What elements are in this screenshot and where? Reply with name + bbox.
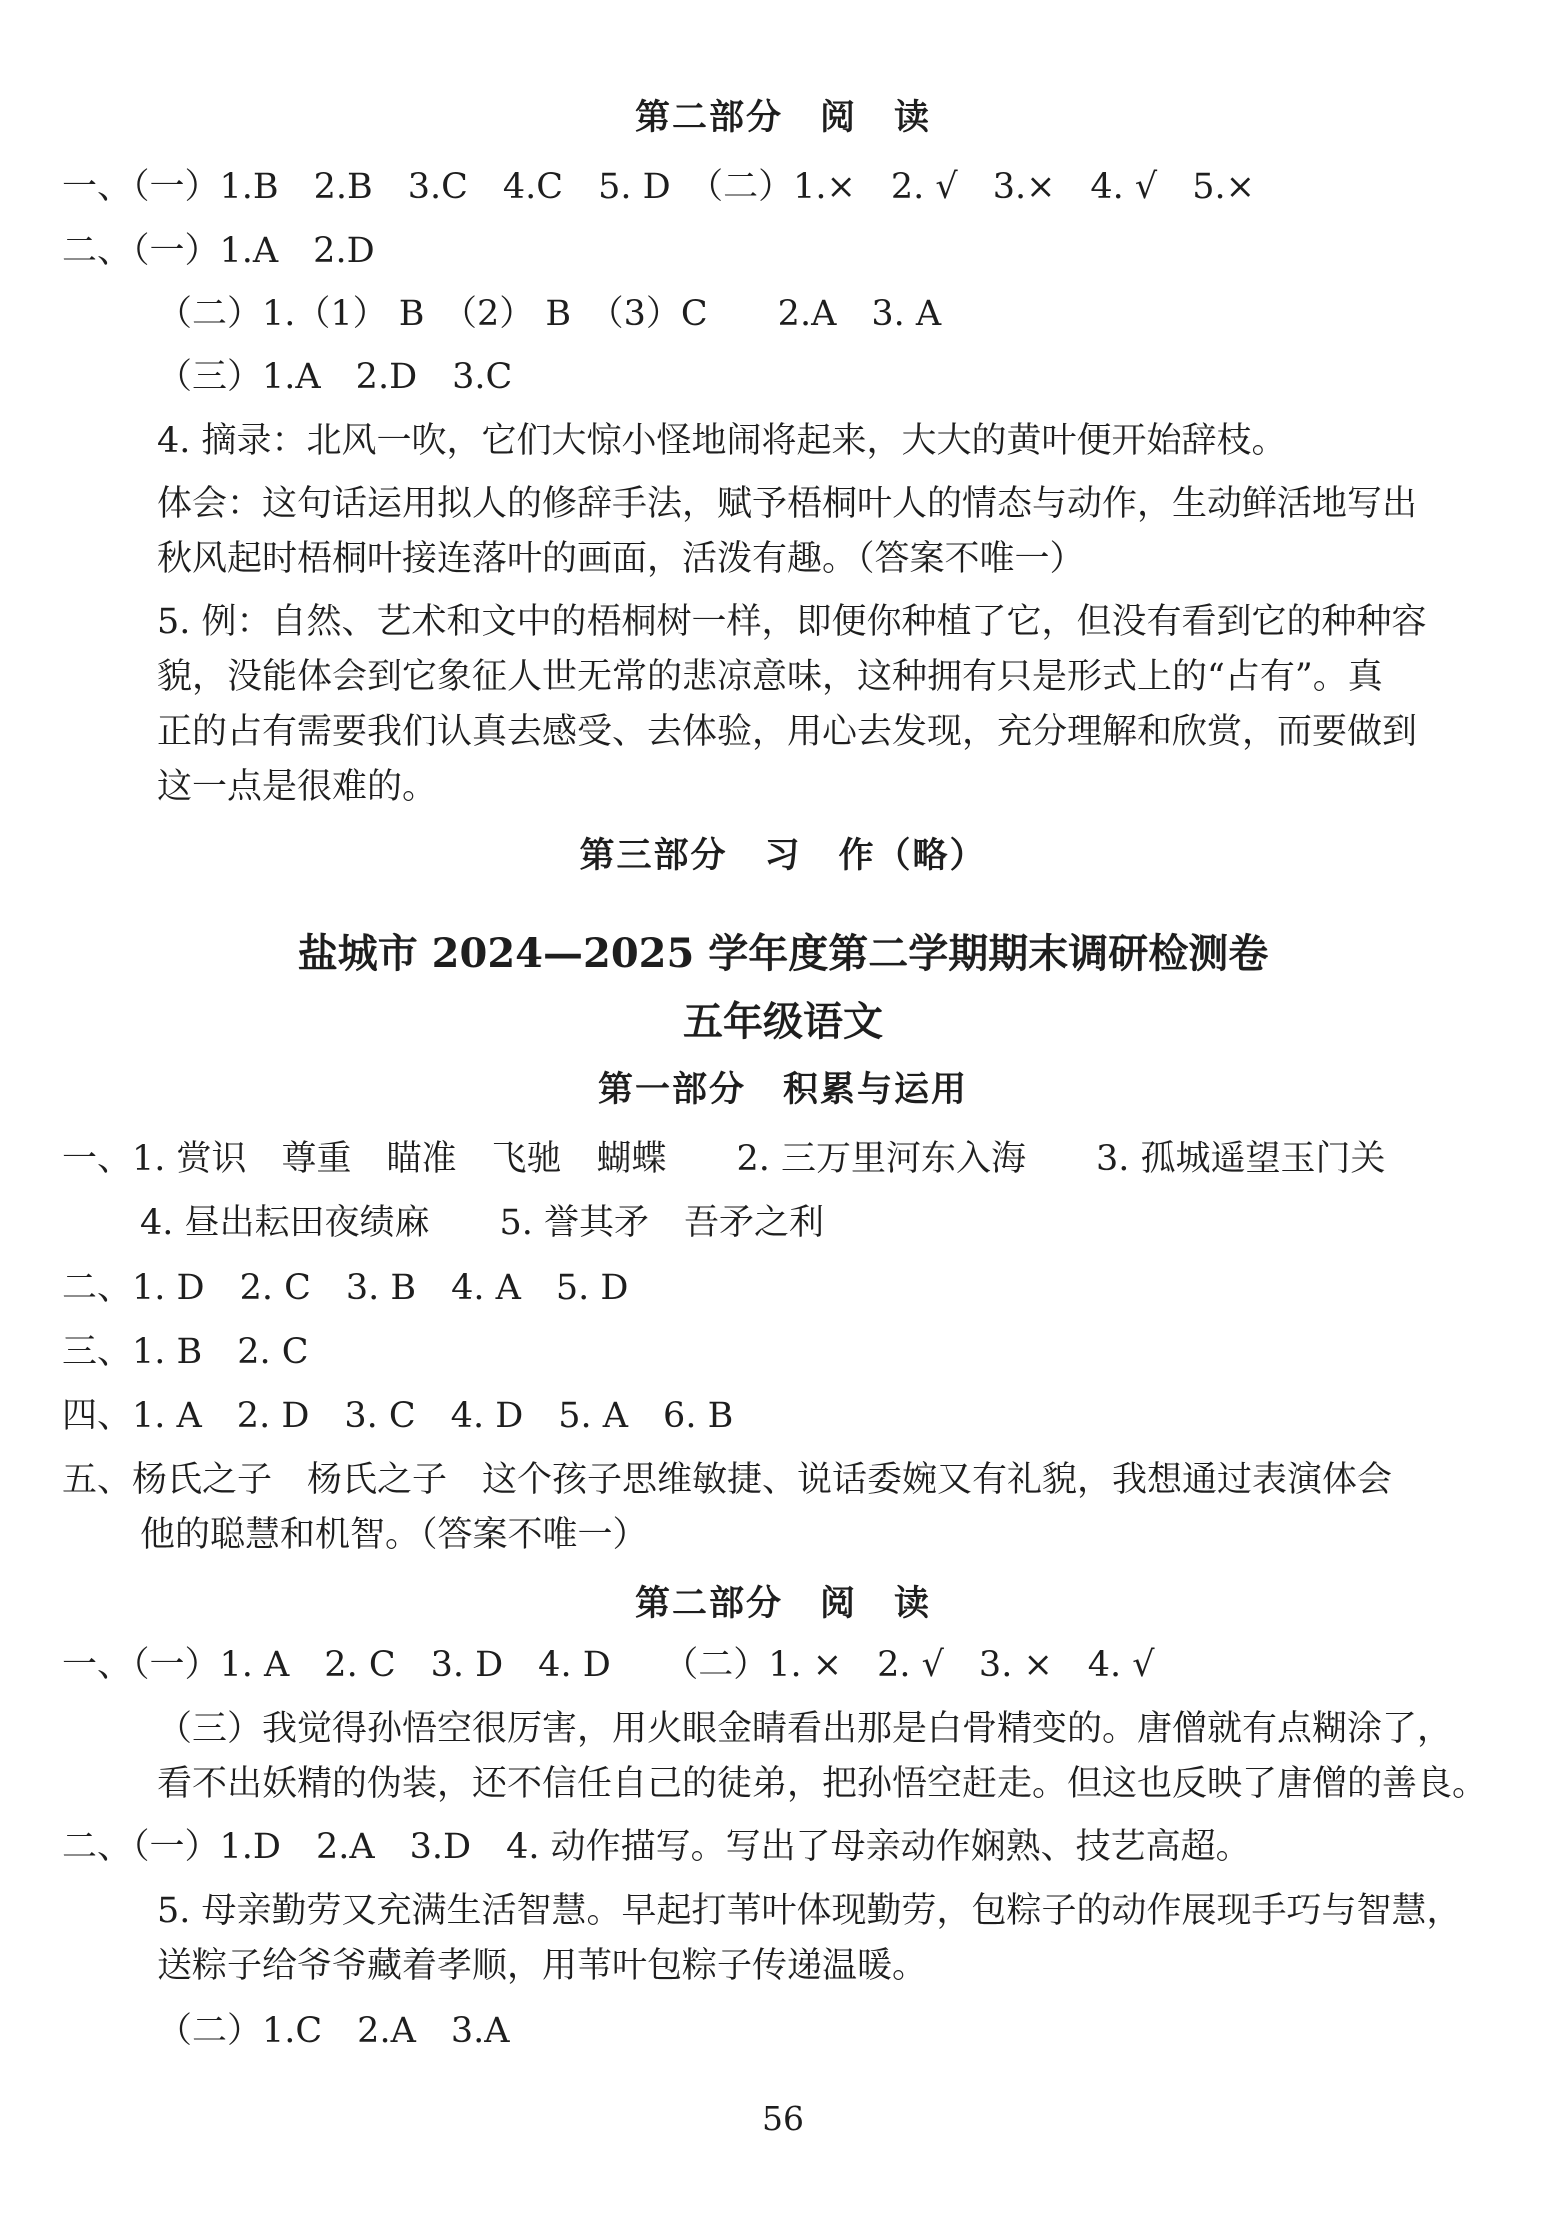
answer-line: 二、1. D 2. C 3. B 4. A 5. D bbox=[62, 1268, 629, 1308]
answer-line: 看不出妖精的伪装，还不信任自己的徒弟，把孙悟空赶走。但这也反映了唐僧的善良。 bbox=[157, 1764, 1488, 1804]
section-heading-reading-2: 第二部分 阅 读 bbox=[634, 1583, 931, 1624]
answer-line: 送粽子给爷爷藏着孝顺，用苇叶包粽子传递温暖。 bbox=[157, 1946, 928, 1986]
answer-line: 4. 昼出耘田夜绩麻 5. 誉其矛 吾矛之利 bbox=[140, 1203, 825, 1243]
answer-line: （三）我觉得孙悟空很厉害，用火眼金睛看出那是白骨精变的。唐僧就有点糊涂了， bbox=[157, 1709, 1453, 1749]
answer-line: （二）1.C 2.A 3.A bbox=[157, 2011, 510, 2051]
answer-line: 三、1. B 2. C bbox=[62, 1332, 309, 1372]
answer-line: 四、1. A 2. D 3. C 4. D 5. A 6. B bbox=[62, 1396, 734, 1436]
answer-line: 二、（一）1.D 2.A 3.D 4. 动作描写。写出了母亲动作娴熟、技艺高超。 bbox=[62, 1827, 1251, 1867]
exam-title: 盐城市 2024—2025 学年度第二学期期末调研检测卷 bbox=[297, 930, 1269, 977]
answer-line: 一、（一）1. A 2. C 3. D 4. D （二）1. × 2. √ 3. × 4. √ bbox=[62, 1645, 1155, 1685]
section-heading-reading-1: 第二部分 阅 读 bbox=[634, 97, 931, 138]
answer-line: 5. 母亲勤劳又充满生活智慧。早起打苇叶体现勤劳，包粽子的动作展现手巧与智慧， bbox=[157, 1891, 1462, 1931]
answer-line: （三）1.A 2.D 3.C bbox=[157, 357, 513, 397]
answer-line: 正的占有需要我们认真去感受、去体验，用心去发现，充分理解和欣赏，而要做到 bbox=[157, 712, 1418, 752]
answer-line: （二）1.（1） B （2） B （3）C 2.A 3. A bbox=[157, 294, 942, 334]
answer-line: 一、1. 赏识 尊重 瞄准 飞驰 蝴蝶 2. 三万里河东入海 3. 孤城遥望玉门关 bbox=[62, 1139, 1386, 1179]
answer-line: 5. 例：自然、艺术和文中的梧桐树一样，即便你种植了它，但没有看到它的种种容 bbox=[157, 602, 1427, 642]
answer-line: 体会：这句话运用拟人的修辞手法，赋予梧桐叶人的情态与动作，生动鲜活地写出 bbox=[157, 484, 1418, 524]
answer-line: 这一点是很难的。 bbox=[157, 767, 438, 807]
answer-line: 二、（一）1.A 2.D bbox=[62, 231, 375, 271]
answer-line: 他的聪慧和机智。（答案不唯一） bbox=[140, 1515, 648, 1555]
exam-subtitle: 五年级语文 bbox=[683, 998, 883, 1045]
answer-line: 4. 摘录：北风一吹，它们大惊小怪地闹将起来，大大的黄叶便开始辞枝。 bbox=[157, 421, 1287, 461]
answer-line: 秋风起时梧桐叶接连落叶的画面，活泼有趣。（答案不唯一） bbox=[157, 539, 1085, 579]
answer-line: 五、杨氏之子 杨氏之子 这个孩子思维敏捷、说话委婉又有礼貌，我想通过表演体会 bbox=[62, 1460, 1393, 1500]
section-heading-accumulation: 第一部分 积累与运用 bbox=[597, 1069, 968, 1110]
answer-line: 貌，没能体会到它象征人世无常的悲凉意味，这种拥有只是形式上的“占有”。真 bbox=[157, 657, 1383, 697]
section-heading-writing: 第三部分 习 作（略） bbox=[579, 835, 987, 876]
answer-line: 一、（一）1.B 2.B 3.C 4.C 5. D （二）1.× 2. √ 3.× 4. √ 5.× bbox=[62, 167, 1255, 207]
page-number: 56 bbox=[762, 2099, 804, 2138]
